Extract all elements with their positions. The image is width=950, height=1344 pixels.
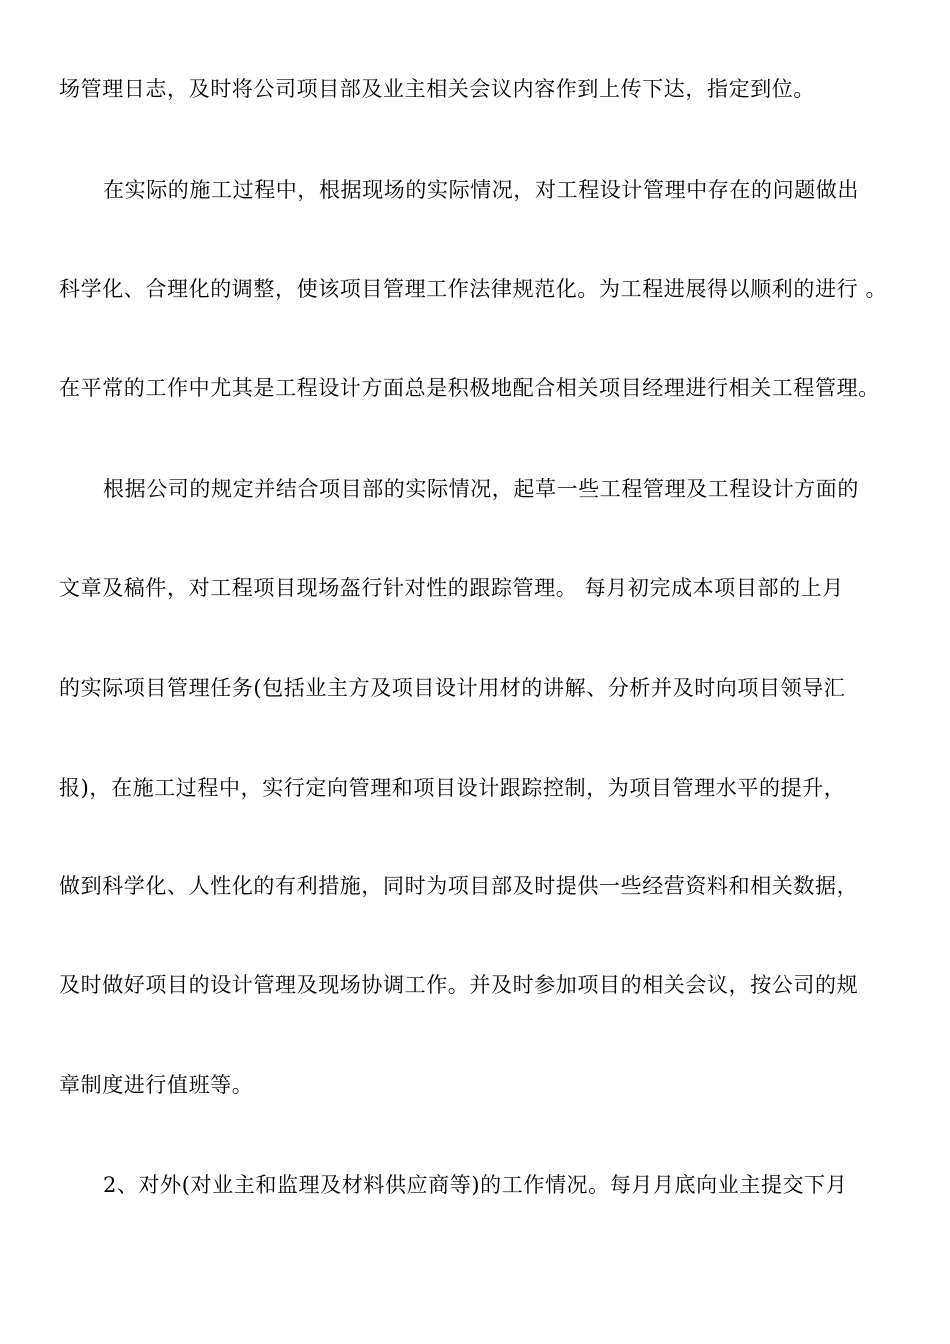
text-line: 文章及稿件，对工程项目现场盔行针对性的跟踪管理。 每月初完成本项目部的上月 xyxy=(59,576,844,600)
text-line: 的实际项目管理任务(包括业主方及项目设计用材的讲解、分析并及时向项目领导汇 xyxy=(59,676,846,700)
text-line: 及时做好项目的设计管理及现场协调工作。并及时参加项目的相关会议，按公司的规 xyxy=(59,973,859,997)
text-line: 做到科学化、人性化的有利措施，同时为项目部及时提供一些经营资料和相关数据， xyxy=(59,874,859,898)
paragraph-start-line: 根据公司的规定并结合项目部的实际情况，起草一些工程管理及工程设计方面的 xyxy=(103,477,859,501)
text-line: 场管理日志，及时将公司项目部及业主相关会议内容作到上传下达，指定到位。 xyxy=(59,77,815,101)
text-line: 报)，在施工过程中，实行定向管理和项目设计跟踪控制，为项目管理水平的提升， xyxy=(59,776,846,800)
paragraph-start-line: 在实际的施工过程中，根据现场的实际情况，对工程设计管理中存在的问题做出 xyxy=(103,178,859,202)
paragraph-start-line: 2、对外(对业主和监理及材料供应商等)的工作情况。每月月底向业主提交下月 xyxy=(103,1173,848,1197)
text-line: 在平常的工作中尤其是工程设计方面总是积极地配合相关项目经理进行相关工程管理。 xyxy=(59,376,880,400)
text-line: 章制度进行值班等。 xyxy=(59,1073,254,1097)
text-line: 科学化、合理化的调整，使该项目管理工作法律规范化。为工程进展得以顺利的进行 。 xyxy=(59,277,888,301)
